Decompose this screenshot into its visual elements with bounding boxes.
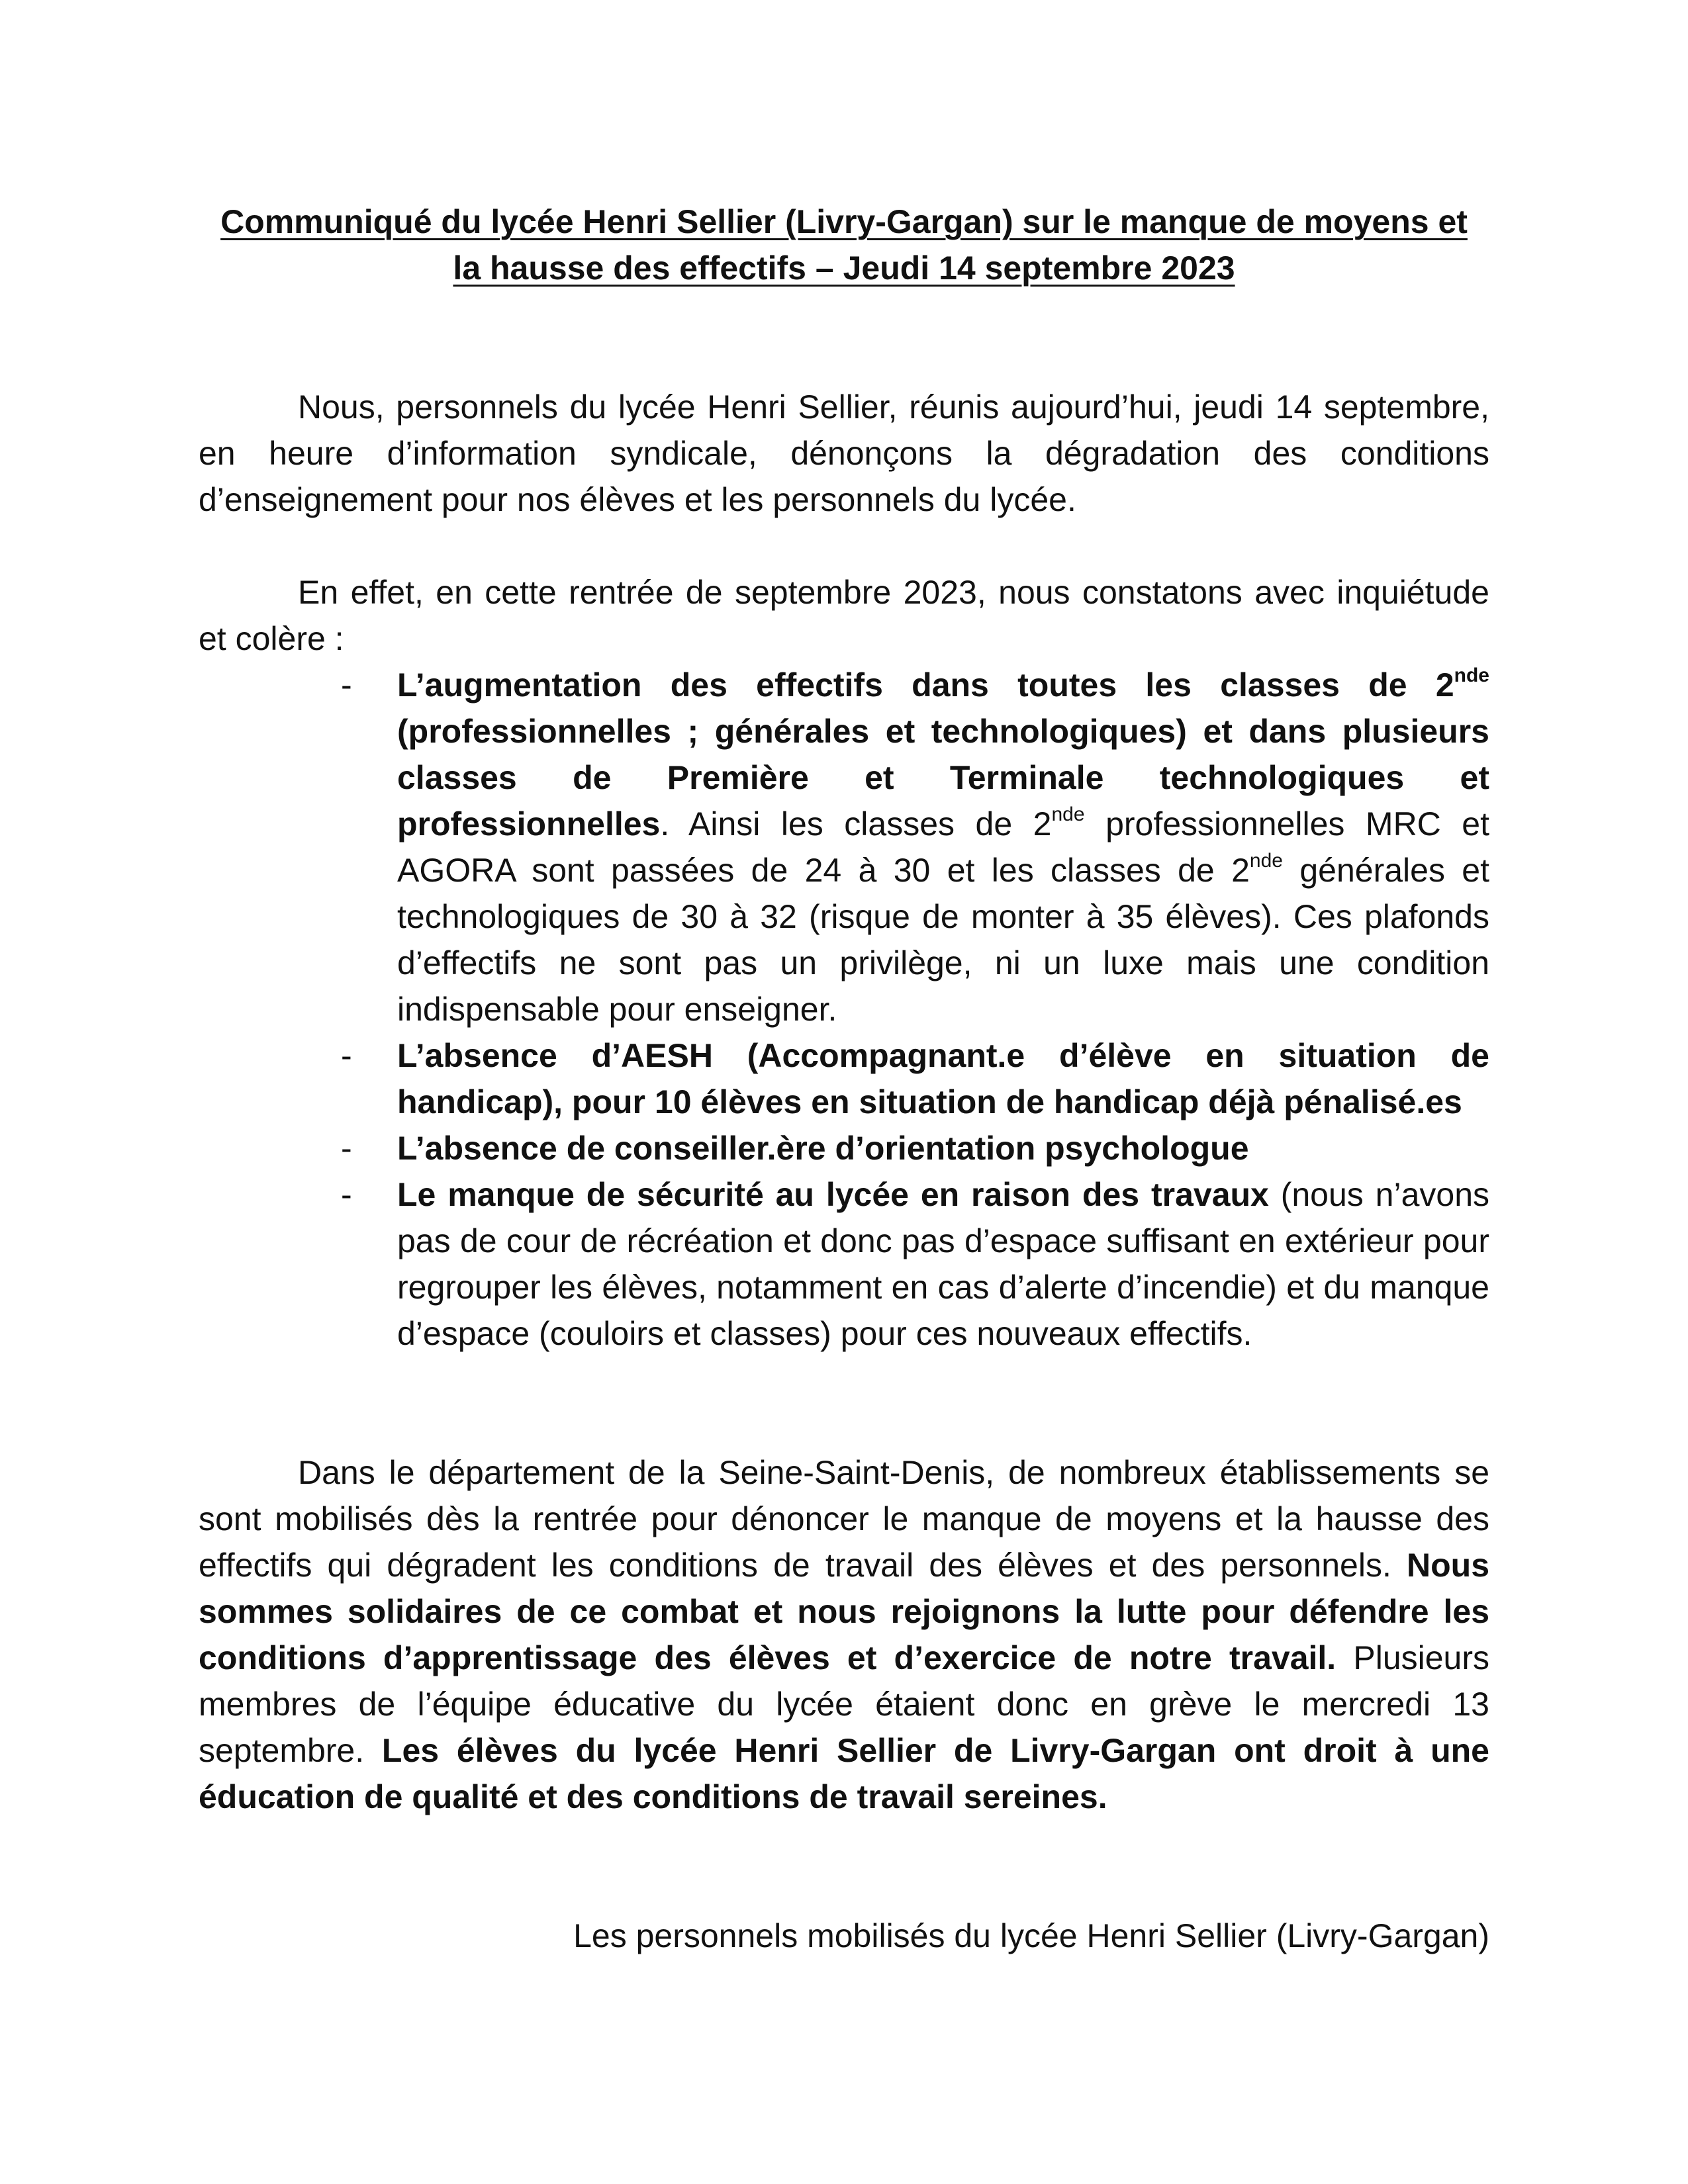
para3-text-a: Dans le département de la Seine-Saint-Denis, de nombreux établissements se sont mobilisés dès la rentrée pour dénoncer le manque de moyens et la hausse des effectifs qui dégradent les conditions de travail des élèves et des personnels. bbox=[199, 1454, 1489, 1584]
paragraph-intro: Nous, personnels du lycée Henri Sellier, réunis aujourd’hui, jeudi 14 septembre, en heure d’information syndicale, dénonçons la dégradation des conditions d’enseignement pour nos élèves et les personnels du lycée. bbox=[199, 388, 1489, 518]
bullet-dash: - bbox=[341, 666, 352, 704]
para3-bold-b: Les élèves du lycée Henri Sellier de Livry-Gargan ont droit à une éducation de qualité et des conditions de travail sereines. bbox=[199, 1732, 1489, 1815]
list-item-aesh bbox=[341, 1032, 1489, 1125]
title-line-2: la hausse des effectifs – Jeudi 14 septembre 2023 bbox=[453, 250, 1235, 287]
title-line-1: Communiqué du lycée Henri Sellier (Livry-Gargan) sur le manque de moyens et bbox=[220, 203, 1468, 240]
bullet1-bold-a: L’augmentation des effectifs dans toutes les classes de 2 bbox=[397, 666, 1454, 704]
signature: Les personnels mobilisés du lycée Henri Sellier (Livry-Gargan) bbox=[573, 1917, 1489, 1954]
bullet1-sup-a: nde bbox=[1454, 664, 1489, 687]
list-item-enrollment bbox=[341, 662, 1490, 1032]
bullet1-text-a: . Ainsi les classes de 2 bbox=[660, 805, 1052, 842]
list-item-safety bbox=[341, 1171, 1489, 1357]
bullet3-text: L’absence de conseiller.ère d’orientation psychologue bbox=[397, 1130, 1249, 1167]
bullet1-sup-c: nde bbox=[1249, 850, 1283, 872]
bullet4-text: (nous n’avons pas de cour de récréation et donc pas d’espace suffisant en extérieur pour regrouper les élèves, notamment en cas d’alerte d’incendie) et du manque d’espace (couloirs et classes) pour ces nouveaux effectifs. bbox=[397, 1176, 1489, 1352]
bullet-dash: - bbox=[341, 1176, 352, 1213]
paragraph-observation: En effet, en cette rentrée de septembre 2023, nous constatons avec inquiétude et colère : bbox=[199, 574, 1489, 657]
para3-text-b: Plusieurs membres de l’équipe éducative du lycée étaient donc en grève le mercredi 13 septembre. bbox=[199, 1639, 1489, 1769]
issues-list bbox=[199, 662, 1489, 1357]
bullet1-bold-b: (professionnelles ; générales et technologiques) et dans plusieurs classes de Première et Terminale technologiques et professionnelles bbox=[397, 713, 1489, 842]
bullet-dash: - bbox=[341, 1037, 352, 1074]
document-page bbox=[199, 199, 1489, 1959]
bullet1-text-c: générales et technologiques de 30 à 32 (risque de monter à 35 élèves). Ces plafonds d’effectifs ne sont pas un privilège, ni un luxe mais une condition indispensable pour enseigner. bbox=[397, 852, 1490, 1028]
document-title bbox=[199, 199, 1489, 291]
bullet2-text: L’absence d’AESH (Accompagnant.e d’élève en situation de handicap), pour 10 élèves en situation de handicap déjà pénalisé.es bbox=[397, 1037, 1489, 1120]
bullet1-text-b: professionnelles MRC et AGORA sont passées de 24 à 30 et les classes de 2 bbox=[397, 805, 1490, 889]
bullet-dash: - bbox=[341, 1130, 352, 1167]
list-item-counselor bbox=[341, 1125, 1489, 1171]
para3-bold-a: Nous sommes solidaires de ce combat et nous rejoignons la lutte pour défendre les conditions d’apprentissage des élèves et d’exercice de notre travail. bbox=[199, 1547, 1489, 1676]
paragraph-solidarity bbox=[199, 1449, 1489, 1820]
bullet1-sup-b: nde bbox=[1051, 803, 1085, 826]
bullet4-bold: Le manque de sécurité au lycée en raison des travaux bbox=[397, 1176, 1269, 1213]
